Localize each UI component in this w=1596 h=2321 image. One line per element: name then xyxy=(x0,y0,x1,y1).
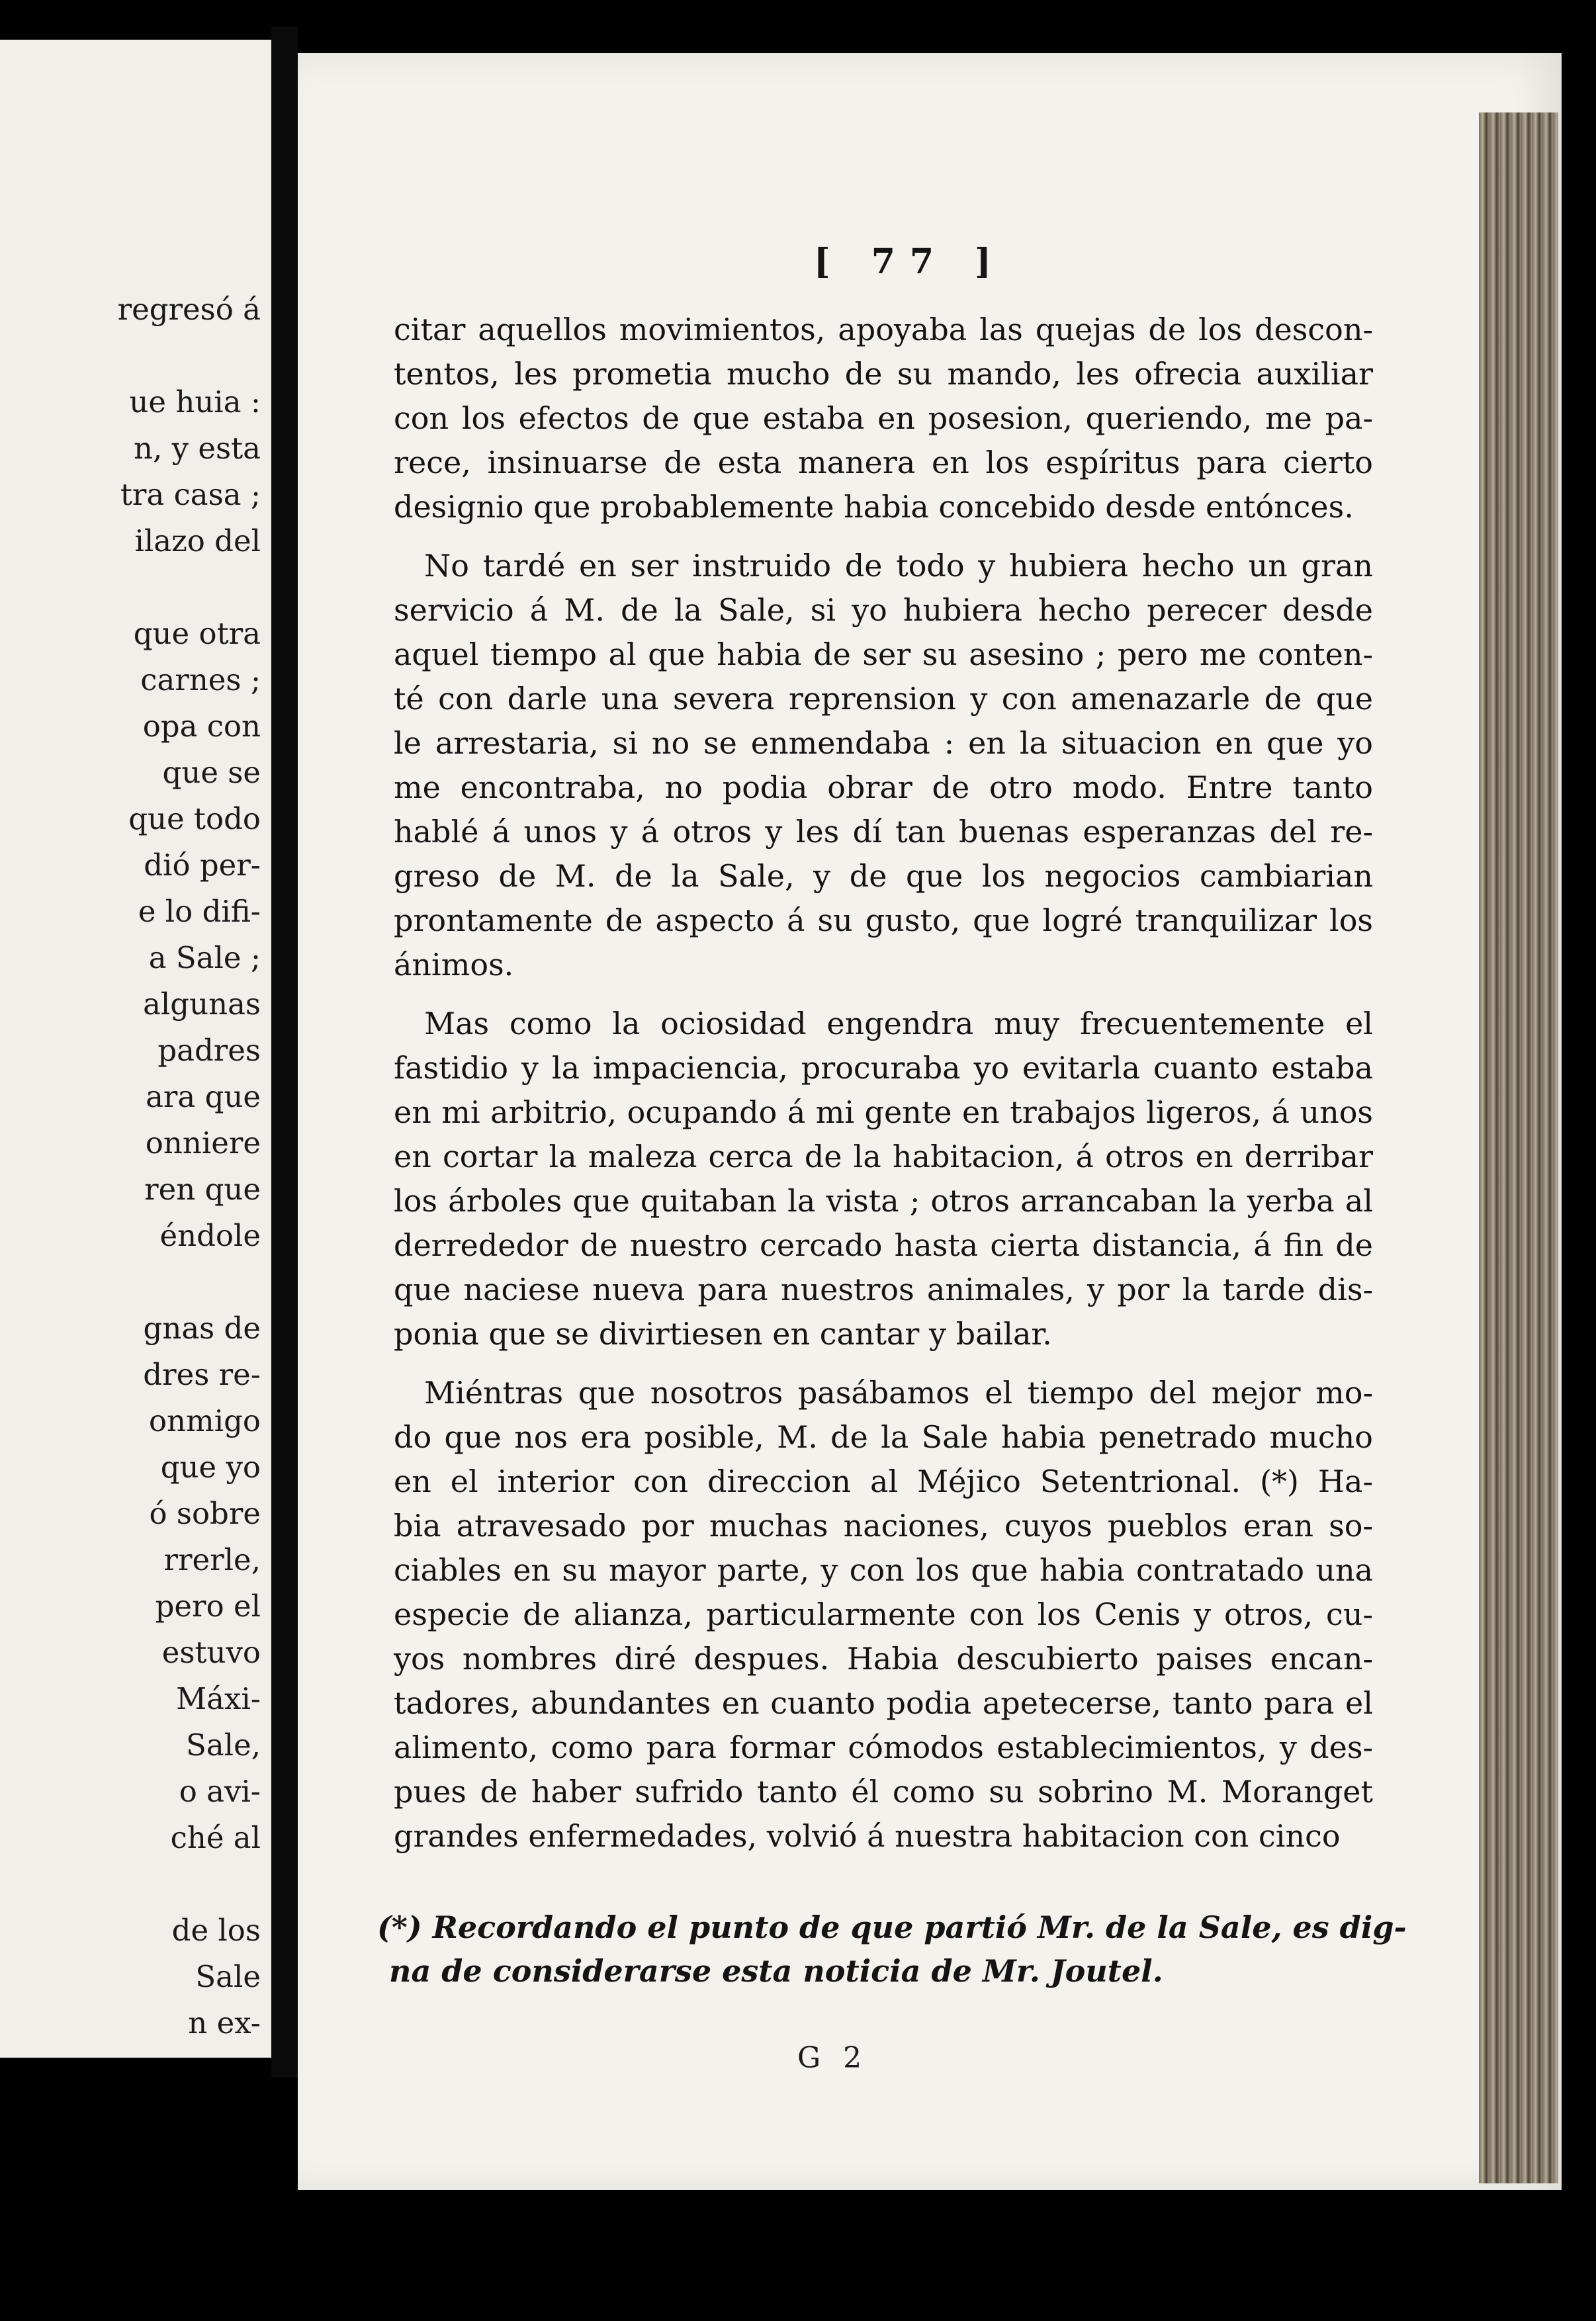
body-line: hablé á unos y á otros y les dí tan buenas esperanzas del re- xyxy=(394,814,1373,850)
left-page-line: tra casa ; xyxy=(120,477,261,512)
body-line: tadores, abundantes en cuanto podia apetecerse, tanto para el xyxy=(394,1685,1373,1721)
body-line: Miéntras que nosotros pasábamos el tiempo del mejor mo- xyxy=(424,1375,1373,1411)
left-page-line: Sale, xyxy=(186,1728,261,1763)
body-line: designio que probablemente habia concebido desde entónces. xyxy=(394,489,1354,525)
footnote-line: (*) Recordando el punto de que partió Mr. de la Sale, es dig- xyxy=(377,1909,1407,1945)
left-page-line: algunas xyxy=(143,986,261,1022)
body-line: en mi arbitrio, ocupando á mi gente en trabajos ligeros, á unos xyxy=(394,1094,1373,1130)
left-page-line: que yo xyxy=(160,1450,261,1485)
body-line: en el interior con direccion al Méjico Setentrional. (*) Ha- xyxy=(394,1464,1373,1499)
body-line: grandes enfermedades, volvió á nuestra habitacion con cinco xyxy=(394,1818,1341,1854)
left-page-line: gnas de xyxy=(143,1311,261,1346)
body-line: fastidio y la impaciencia, procuraba yo evitarla cuanto estaba xyxy=(394,1050,1373,1086)
signature-mark: G 2 xyxy=(797,2041,869,2075)
left-page-line: Sale xyxy=(195,1959,261,1994)
left-page-line: que otra xyxy=(133,616,261,651)
left-page-line: ó sobre xyxy=(149,1496,261,1531)
body-line: pues de haber sufrido tanto él como su sobrino M. Moranget xyxy=(394,1774,1373,1810)
left-page-line: dres re- xyxy=(143,1357,261,1392)
left-page-line: que se xyxy=(162,755,261,790)
left-page-line: estuvo xyxy=(161,1635,261,1670)
body-line: té con darle una severa reprension y con amenazarle de que xyxy=(394,681,1373,717)
left-page-line: padres xyxy=(157,1033,261,1068)
body-line: rece, insinuarse de esta manera en los espíritus para cierto xyxy=(394,445,1373,480)
body-line: tentos, les prometia mucho de su mando, les ofrecia auxiliar xyxy=(394,356,1373,392)
paragraph-gap xyxy=(394,1356,1373,1371)
body-line: los árboles que quitaban la vista ; otros arrancaban la yerba al xyxy=(394,1183,1373,1219)
body-line: prontamente de aspecto á su gusto, que logré tranquilizar los xyxy=(394,902,1373,938)
left-page-line: ue huia : xyxy=(129,384,261,419)
footnote xyxy=(377,1905,1407,1993)
body-line: que naciese nueva para nuestros animales, y por la tarde dis- xyxy=(394,1272,1373,1307)
body-line: le arrestaria, si no se enmendaba : en la situacion en que yo xyxy=(394,725,1373,761)
left-page-line: de los xyxy=(171,1913,261,1948)
left-facing-page xyxy=(0,40,275,2058)
left-page-line: n ex- xyxy=(188,2005,261,2040)
body-line: me encontraba, no podia obrar de otro modo. Entre tanto xyxy=(394,769,1373,805)
left-page-line: e lo difi- xyxy=(138,894,261,929)
left-page-line: rrerle, xyxy=(163,1542,261,1577)
body-line: ciables en su mayor parte, y con los que habia contratado una xyxy=(394,1552,1373,1588)
body-line: ánimos. xyxy=(394,947,514,983)
left-page-line: carnes ; xyxy=(140,662,261,697)
body-line: servicio á M. de la Sale, si yo hubiera hecho perecer desde xyxy=(394,592,1373,628)
left-page-line: éndole xyxy=(159,1218,261,1253)
left-page-line: ilazo del xyxy=(134,523,261,558)
left-page-line: onmigo xyxy=(148,1403,261,1438)
body-line: ponia que se divirtiesen en cantar y bailar. xyxy=(394,1316,1052,1352)
left-page-line: onniere xyxy=(145,1125,261,1160)
left-page-line: a Sale ; xyxy=(148,940,261,975)
paragraph-gap xyxy=(394,529,1373,544)
page-gutter xyxy=(271,26,298,2078)
body-line: yos nombres diré despues. Habia descubierto paises encan- xyxy=(394,1641,1373,1677)
left-page-line: regresó á xyxy=(117,292,261,327)
body-line: No tardé en ser instruido de todo y hubiera hecho un gran xyxy=(424,548,1373,584)
body-line: con los efectos de que estaba en posesion, queriendo, me pa- xyxy=(394,400,1373,436)
left-page-line: dió per- xyxy=(144,848,261,883)
body-text xyxy=(394,308,1373,1859)
left-page-line: Máxi- xyxy=(176,1681,261,1716)
left-page-line: pero el xyxy=(155,1589,261,1624)
left-page-line: o avi- xyxy=(179,1774,261,1809)
left-page-line: n, y esta xyxy=(134,431,261,466)
left-page-line: ara que xyxy=(146,1079,261,1114)
body-line: do que nos era posible, M. de la Sale habia penetrado mucho xyxy=(394,1419,1373,1455)
body-line: derrededor de nuestro cercado hasta cierta distancia, á fin de xyxy=(394,1227,1373,1263)
body-line: especie de alianza, particularmente con los Cenis y otros, cu- xyxy=(394,1597,1373,1632)
page-edge xyxy=(1479,112,1558,2183)
page-number: [ 77 ] xyxy=(814,241,1006,282)
body-line: aquel tiempo al que habia de ser su asesino ; pero me conten- xyxy=(394,636,1373,672)
left-page-line: ren que xyxy=(144,1172,261,1207)
paragraph-gap xyxy=(394,987,1373,1002)
left-page-line: opa con xyxy=(142,709,261,744)
left-page-line: ché al xyxy=(170,1820,261,1855)
body-line: en cortar la maleza cerca de la habitacion, á otros en derribar xyxy=(394,1139,1373,1174)
body-line: bia atravesado por muchas naciones, cuyos pueblos eran so- xyxy=(394,1508,1373,1544)
left-page-line: que todo xyxy=(128,801,261,836)
body-line: Mas como la ociosidad engendra muy frecuentemente el xyxy=(424,1006,1373,1041)
footnote-line: na de considerarse esta noticia de Mr. Joutel. xyxy=(389,1953,1163,1989)
body-line: alimento, como para formar cómodos establecimientos, y des- xyxy=(394,1730,1373,1765)
body-line: citar aquellos movimientos, apoyaba las quejas de los descon- xyxy=(394,312,1373,347)
body-line: greso de M. de la Sale, y de que los negocios cambiarian xyxy=(394,858,1373,894)
